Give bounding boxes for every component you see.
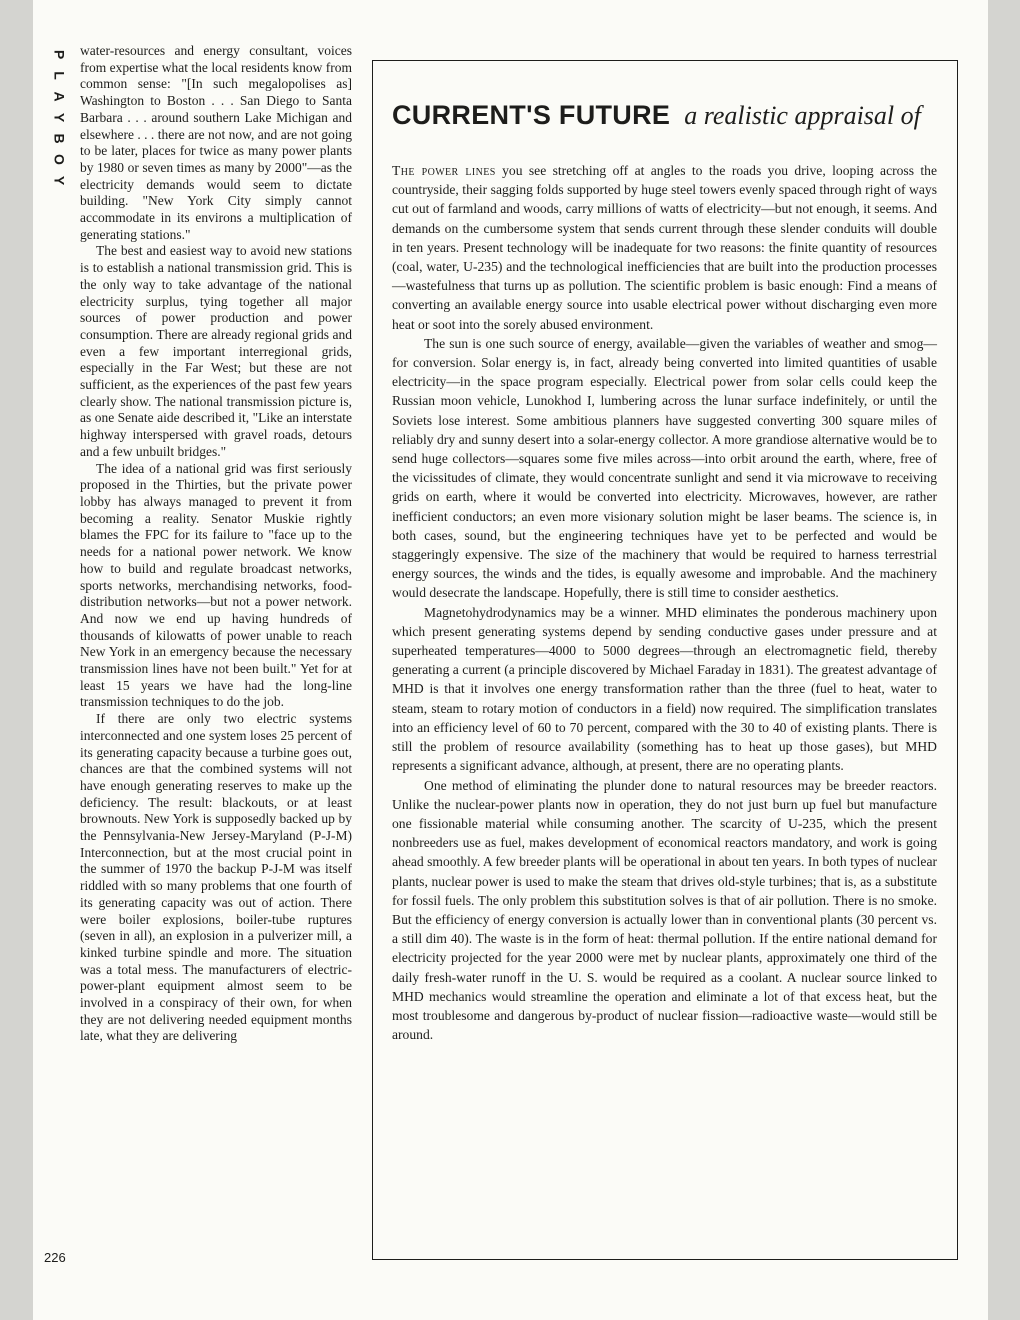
article-headline: [392, 100, 962, 131]
headline-subtitle: a realistic appraisal of: [684, 101, 921, 130]
article-paragraph: [392, 161, 937, 334]
page-number: 226: [44, 1250, 66, 1265]
article-paragraph: One method of eliminating the plunder done to natural resources may be breeder reactors. Unlike the nuclear-power plants now in operation, they do not just burn up fuel but manufacture one fissionable material while consuming another. The scarcity of U-235, which the present nonbreeders use as fuel, makes development of economical reactors mandatory, and work is going ahead smoothly. A few breeder plants will be operational in about ten years. In both types of nuclear plants, nuclear power is used to make the steam that drives old-style turbines; that is, as a substitute for fossil fuels. The only problem this substitution solves is that of air pollution. There is no smoke. But the efficiency of energy conversion is actually lower than in conventional plants (30 percent vs. a still dim 40). The waste is in the form of heat: thermal pollution. If the entire national demand for electricity projected for the year 2000 were met by nuclear plants, approximately one third of the daily fresh-water runoff in the U. S. would be required as a coolant. A nuclear source linked to MHD mechanics would streamline the operation and eliminate a lot of that excess heat, but the most troublesome and dangerous by-product of nuclear fission—radioactive waste—would still be around.: [392, 777, 937, 1043]
magazine-letter: B: [51, 133, 68, 144]
magazine-letter: Y: [51, 112, 68, 123]
right-margin-stripe: [988, 0, 1020, 1320]
magazine-letter: A: [51, 91, 68, 102]
left-margin-stripe: [0, 0, 33, 1320]
article-paragraph: The sun is one such source of energy, available—given the variables of weather and smog—for conversion. Solar energy is, in fact, already being converted into limited quantities of usable electricity—in the space program especially. Electrical power from solar cells could keep the Russian moon vehicle, Lunokhod I, lumbering across the lunar surface indefinitely, or until the Soviets lose interest. Some ambitious planners have suggested converting 300 square miles of reliably dry and sunny desert into a solar-energy collector. A more grandiose alternative would be to send huge collectors—squares some five miles across—into orbit around the earth, where, free of the vicissitudes of climate, they would concentrate sunlight and send it via microwave to receiving grids on earth, where it would be converted into electricity. Microwaves, however, are rather inefficient conductors; an even more visionary solution might be laser beams. The science is, in both cases, sound, but the engineering techniques have yet to be perfected and would be staggeringly expensive. The size of the machinery that would be required to harness terrestrial energy sources, the winds and the tides, is equally awesome and improbable. And the machinery would desecrate the landscape. Hopefully, there is still time to consider aesthetics.: [392, 335, 937, 601]
left-paragraph: The idea of a national grid was first seriously proposed in the Thirties, but the private power lobby has always managed to prevent it from becoming a reality. Senator Muskie rightly blames the FPC for its failure to "face up to the needs for a national power network. We know how to build and regulate broadcast networks, sports networks, merchandising networks, food-distribution networks—but not a power network. And now we end up having hundreds of thousands of kilowatts of power unable to reach New York in an emergency because the necessary transmission lines have not been built." Yet for at least 15 years we have had the long-line transmission techniques to do the job.: [80, 460, 352, 710]
magazine-name-vertical: [50, 44, 68, 191]
left-paragraph: The best and easiest way to avoid new stations is to establish a national transmission grid. This is the only way to take advantage of the national electricity surplus, tying together all major sources of power production and power consumption. There are already regional grids and even a few important interregional grids, especially in the Far West; but these are not sufficient, as the experiences of the past few years clearly show. The national transmission picture is, as one Senate aide described it, "Like an interstate highway interspersed with gravel roads, detours and a few unbuilt bridges.": [80, 243, 352, 459]
article-body: [392, 161, 937, 1044]
headline-title: CURRENT'S FUTURE: [392, 100, 671, 130]
magazine-letter: Y: [51, 175, 68, 186]
magazine-letter: L: [51, 71, 68, 80]
left-text-column: [80, 43, 352, 1045]
first-paragraph-text: you see stretching off at angles to the roads you drive, looping across the countryside, their sagging folds supported by huge steel towers evenly spaced through right of ways cut out of farmland and woods, carry millions of watts of electricity—but not enough, it seems. And demands on the cumbersome system that sends current through these slender conduits will double in ten years. Present technology will be inadequate for two reasons: the finite quantity of resources (coal, water, U-235) and the technological inefficiencies that are built into the production processes—wastefulness that turns up as pollution. The scientific problem is basic enough: Find a means of converting an available energy source into usable electrical power without discharging even more heat or soot into the sorely abused environment.: [392, 163, 937, 332]
article-paragraph: Magnetohydrodynamics may be a winner. MHD eliminates the ponderous machinery upon which present generating systems depend by sending conductive gases under pressure and at superheated temperatures—4000 to 5000 degrees—through an electromagnetic field, thereby generating a current (a principle discovered by Michael Faraday in 1831). The greatest advantage of MHD is that it involves one energy transformation rather than the three (fuel to heat, water to steam, steam to rotary motion of conductors in a field) now required. The simplification translates into an efficiency level of 60 to 70 percent, compared with the 30 to 40 of existing plants. There is still the problem of resource availability (something has to heat up those gases), but MHD represents a significant advance, although, at present, there are no operating plants.: [392, 604, 937, 774]
left-paragraph: water-resources and energy consultant, voices from expertise what the local residents know from common sense: "[In such megalopolises as] Washington to Boston . . . San Diego to Santa Barbara . . . around southern Lake Michigan and elsewhere . . . there are not now, and are not going to be later, places for twice as many power plants by 1980 or seven times as many by 2000"—as the electricity demands would seem to dictate building. "New York City simply cannot accommodate in its environs a multiplication of generating stations.": [80, 43, 352, 242]
left-paragraph: If there are only two electric systems interconnected and one system loses 25 percent of its generating capacity because a turbine goes out, chances are that the combined systems will not have enough generating reserves to make up the deficiency. The result: blackouts, or at least brownouts. New York is supposedly backed up by the Pennsylvania-New Jersey-Maryland (P-J-M) Interconnection, but at the most crucial point in the summer of 1970 the backup P-J-M was itself riddled with so many problems that one fourth of its generating capacity was out of action. There were boiler explosions, boiler-tube ruptures (seven in all), an explosion in a pulverizer mill, a kinked turbine spindle and more. The situation was a total mess. The manufacturers of electric-power-plant equipment almost seem to be involved in a conspiracy of their own, for when they are not delivering needed equipment months late, what they are delivering: [80, 711, 352, 1044]
magazine-letter: O: [51, 154, 68, 165]
magazine-letter: P: [51, 49, 68, 60]
lead-in-text: The power lines: [392, 163, 496, 178]
